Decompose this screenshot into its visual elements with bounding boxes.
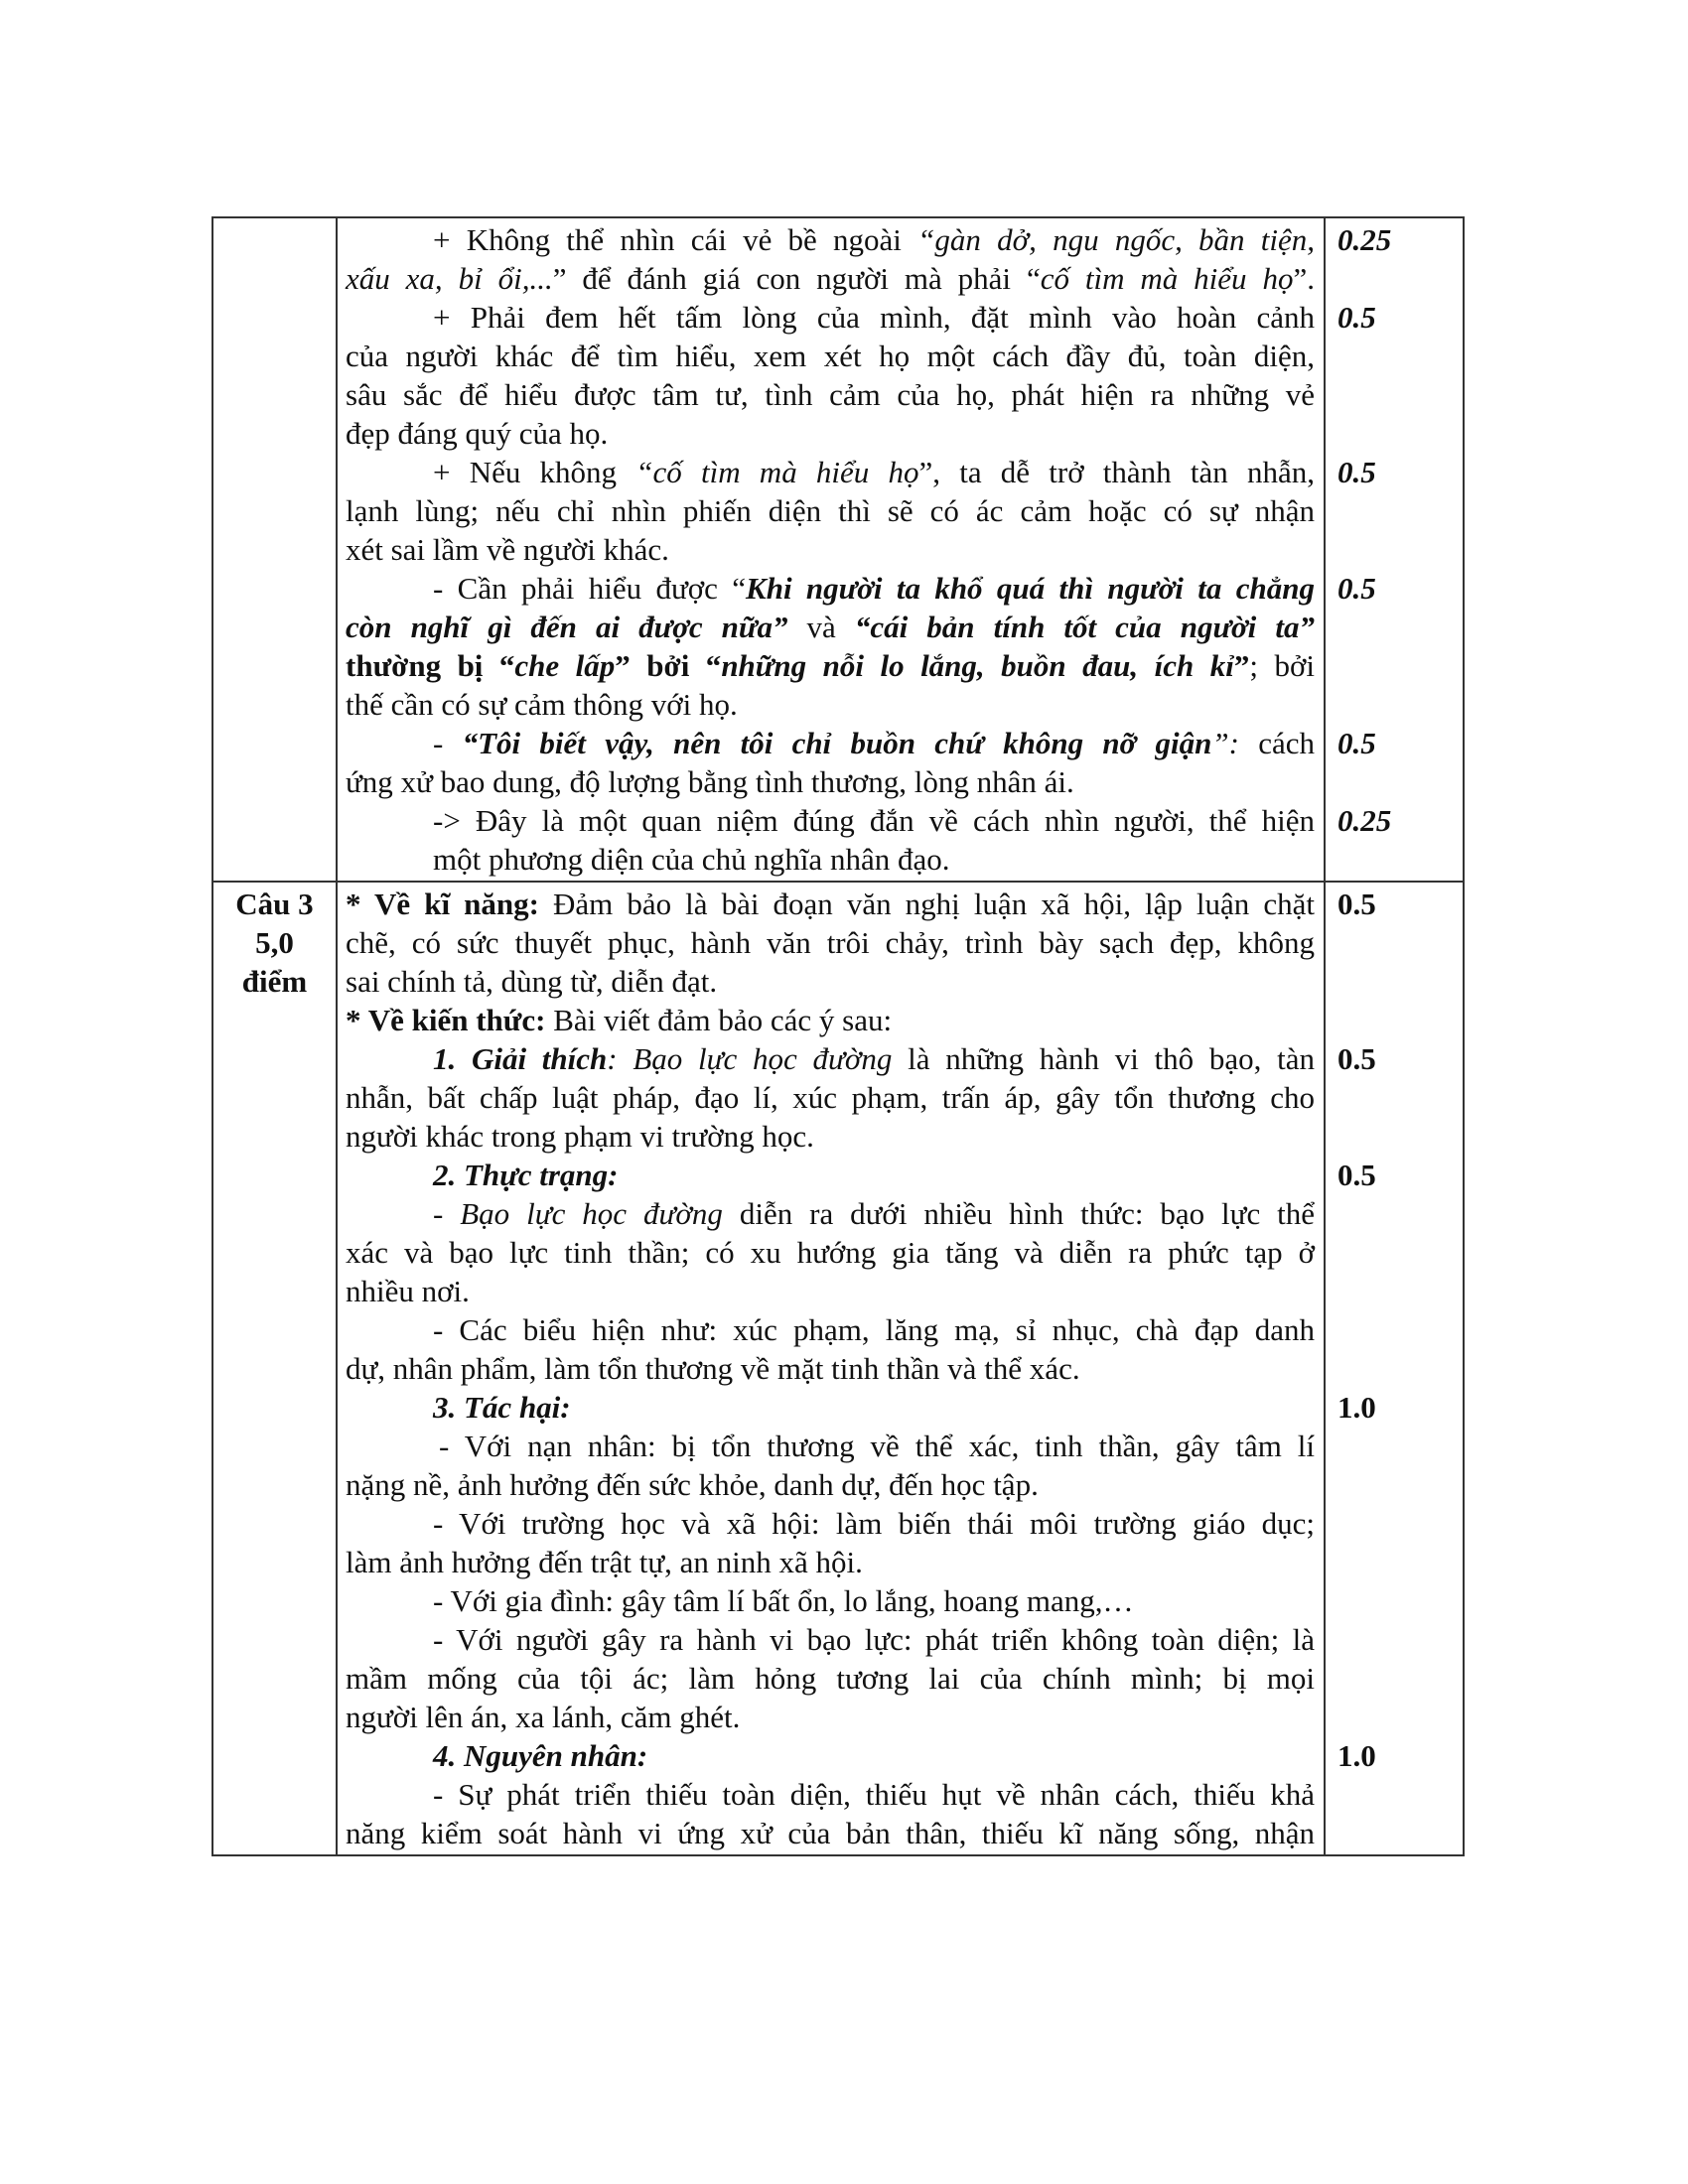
text-line bbox=[346, 1775, 1315, 1814]
text-line bbox=[346, 220, 1315, 259]
text-run: - bbox=[433, 726, 463, 760]
score-value: 0.5 bbox=[1337, 1041, 1376, 1076]
text-line bbox=[346, 414, 1315, 453]
text-run: ” để đánh giá con người mà phải “ bbox=[552, 261, 1041, 296]
text-line bbox=[346, 1543, 1315, 1581]
text-run: Khi người ta khổ quá thì người ta chẳng bbox=[746, 571, 1315, 606]
text-line bbox=[346, 885, 1315, 923]
table-row bbox=[212, 882, 1464, 1855]
text-run: - bbox=[433, 1196, 461, 1231]
text-line bbox=[346, 1388, 1315, 1427]
text-run: - Với gia đình: gây tâm lí bất ổn, lo lắng, hoang mang,… bbox=[433, 1583, 1134, 1618]
text-line bbox=[346, 1620, 1315, 1659]
text-line bbox=[346, 569, 1315, 608]
text-line bbox=[346, 762, 1315, 801]
text-run: còn nghĩ gì đến ai được nữa” bbox=[346, 610, 788, 644]
text-run: xấu xa, bỉ ổi,... bbox=[346, 261, 553, 296]
text-run: “cái bản tính tốt của người ta” bbox=[854, 610, 1315, 644]
question-cell bbox=[212, 882, 337, 1855]
text-line bbox=[346, 1349, 1315, 1388]
text-run: -> Đây là một quan niệm đúng đắn về cách nhìn người, thể hiện bbox=[433, 803, 1315, 838]
question-cell-empty bbox=[212, 217, 337, 882]
text-run: + Phải đem hết tấm lòng của mình, đặt mình vào hoàn cảnh bbox=[433, 300, 1315, 335]
text-line bbox=[346, 1156, 1315, 1194]
text-line bbox=[346, 646, 1315, 685]
text-run: + Nếu không bbox=[433, 455, 636, 489]
text-run: người khác trong phạm vi trường học. bbox=[346, 1119, 814, 1154]
score-column-part1 bbox=[1325, 217, 1464, 882]
text-line bbox=[346, 1581, 1315, 1620]
text-line bbox=[346, 1272, 1315, 1310]
text-run: Bạo lực học đường bbox=[633, 1041, 893, 1076]
text-run: người lên án, xa lánh, căm ghét. bbox=[346, 1700, 741, 1734]
text-run: Đảm bảo là bài đoạn văn nghị luận xã hội, lập luận chặt bbox=[538, 887, 1316, 921]
score-value: 1.0 bbox=[1337, 1390, 1376, 1425]
text-run: ”: bbox=[1211, 726, 1259, 760]
text-run: - Các biểu hiện như: xúc phạm, lăng mạ, sỉ nhục, chà đạp danh bbox=[433, 1312, 1315, 1347]
text-run: 2. Thực trạng: bbox=[433, 1158, 619, 1192]
text-run: cách bbox=[1258, 726, 1315, 760]
text-run: là những hành vi thô bạo, tàn bbox=[892, 1041, 1315, 1076]
text-line bbox=[346, 337, 1315, 375]
text-run: * Về kĩ năng: bbox=[346, 887, 539, 921]
text-line bbox=[346, 1039, 1315, 1078]
text-run: Bạo lực học đường bbox=[460, 1196, 723, 1231]
text-line bbox=[346, 1310, 1315, 1349]
text-run: sai chính tả, dùng từ, diễn đạt. bbox=[346, 964, 718, 999]
score-value: 0.5 bbox=[1337, 726, 1376, 760]
text-run: 3. Tác hại: bbox=[433, 1390, 571, 1425]
text-line bbox=[346, 801, 1315, 840]
text-run: xét sai lầm về người khác. bbox=[346, 532, 669, 567]
text-line bbox=[346, 724, 1315, 762]
text-run: 4. Nguyên nhân: bbox=[433, 1738, 648, 1773]
text-run: làm ảnh hưởng đến trật tự, an ninh xã hội. bbox=[346, 1545, 863, 1579]
text-run: thường bị “ bbox=[346, 648, 515, 683]
score-value: 0.25 bbox=[1337, 803, 1392, 838]
text-line bbox=[346, 1001, 1315, 1039]
text-run: đẹp đáng quý của họ. bbox=[346, 416, 609, 451]
text-run: chẽ, có sức thuyết phục, hành văn trôi chảy, trình bày sạch đẹp, không bbox=[346, 925, 1315, 960]
text-run: ” bbox=[1233, 648, 1250, 683]
text-line bbox=[346, 1194, 1315, 1233]
text-run: che lấp bbox=[514, 648, 616, 683]
text-line bbox=[346, 1698, 1315, 1736]
text-run: “Tôi biết vậy, nên tôi chỉ buồn chứ không nỡ giận bbox=[462, 726, 1212, 760]
text-line bbox=[346, 840, 1315, 879]
score-value: 1.0 bbox=[1337, 1738, 1376, 1773]
text-run: + Không thể nhìn cái vẻ bề ngoài bbox=[433, 222, 918, 257]
text-run: ” bởi “ bbox=[615, 648, 722, 683]
text-line bbox=[346, 453, 1315, 491]
text-run: cố tìm mà hiểu họ bbox=[1040, 261, 1294, 296]
answer-content-part1 bbox=[337, 217, 1325, 882]
text-run: mầm mống của tội ác; làm hỏng tương lai của chính mình; bị mọi bbox=[346, 1661, 1315, 1696]
score-value: 0.5 bbox=[1337, 1158, 1376, 1192]
text-run: nặng nề, ảnh hưởng đến sức khỏe, danh dự, đến học tập. bbox=[346, 1467, 1039, 1502]
score-value: 0.5 bbox=[1337, 571, 1376, 606]
text-line bbox=[346, 298, 1315, 337]
text-run: “gàn dở, ngu ngốc, bần tiện, bbox=[917, 222, 1315, 257]
text-run: một phương diện của chủ nghĩa nhân đạo. bbox=[433, 842, 950, 877]
text-run: lạnh lùng; nếu chỉ nhìn phiến diện thì sẽ có ác cảm hoặc có sự nhận bbox=[346, 493, 1315, 528]
text-line bbox=[346, 1427, 1315, 1465]
text-run: - Với nạn nhân: bị tổn thương về thể xác, tinh thần, gây tâm lí bbox=[439, 1429, 1315, 1463]
text-line bbox=[346, 923, 1315, 962]
text-line bbox=[346, 491, 1315, 530]
text-run: ”, ta dễ trở thành tàn nhẫn, bbox=[918, 455, 1315, 489]
text-line bbox=[346, 1814, 1315, 1852]
score-value: 0.5 bbox=[1337, 887, 1376, 921]
text-run: xác và bạo lực tinh thần; có xu hướng gia tăng và diễn ra phức tạp ở bbox=[346, 1235, 1315, 1270]
text-run: * Về kiến thức: bbox=[346, 1003, 546, 1037]
text-line bbox=[346, 1117, 1315, 1156]
text-run: thế cần có sự cảm thông với họ. bbox=[346, 687, 738, 722]
score-value: 0.5 bbox=[1337, 300, 1376, 335]
text-line bbox=[346, 1078, 1315, 1117]
text-line bbox=[346, 375, 1315, 414]
text-line bbox=[346, 1659, 1315, 1698]
question-points: 5,0 bbox=[255, 925, 294, 960]
answer-content-part2 bbox=[337, 882, 1325, 1855]
text-run: 1. Giải thích bbox=[433, 1041, 608, 1076]
text-line bbox=[346, 608, 1315, 646]
text-run: Bài viết đảm bảo các ý sau: bbox=[545, 1003, 893, 1037]
question-unit: điểm bbox=[241, 964, 308, 999]
text-run: sâu sắc để hiểu được tâm tư, tình cảm của họ, phát hiện ra những vẻ bbox=[346, 377, 1315, 412]
text-line bbox=[346, 530, 1315, 569]
text-run: : bbox=[607, 1041, 633, 1076]
text-run: - Sự phát triển thiếu toàn diện, thiếu hụt về nhân cách, thiếu khả bbox=[433, 1777, 1315, 1812]
score-column-part2 bbox=[1325, 882, 1464, 1855]
text-line bbox=[346, 1504, 1315, 1543]
text-run: ”. bbox=[1293, 261, 1315, 296]
score-value: 0.5 bbox=[1337, 455, 1376, 489]
text-run: diễn ra dưới nhiều hình thức: bạo lực thể bbox=[722, 1196, 1315, 1231]
text-line bbox=[346, 1465, 1315, 1504]
question-label: Câu 3 bbox=[235, 887, 314, 921]
text-run: - Với người gây ra hành vi bạo lực: phát triển không toàn diện; là bbox=[433, 1622, 1315, 1657]
text-run: “cố tìm mà hiểu họ bbox=[635, 455, 919, 489]
text-run: của người khác để tìm hiểu, xem xét họ một cách đầy đủ, toàn diện, bbox=[346, 339, 1315, 373]
text-run: năng kiểm soát hành vi ứng xử của bản thân, thiếu kĩ năng sống, nhận bbox=[346, 1816, 1315, 1850]
text-line bbox=[346, 259, 1315, 298]
score-value: 0.25 bbox=[1337, 222, 1392, 257]
text-line bbox=[346, 1736, 1315, 1775]
text-line bbox=[346, 962, 1315, 1001]
text-run: ứng xử bao dung, độ lượng bằng tình thương, lòng nhân ái. bbox=[346, 764, 1074, 799]
text-run: - Cần phải hiểu được “ bbox=[433, 571, 747, 606]
table-row bbox=[212, 217, 1464, 882]
text-line bbox=[346, 685, 1315, 724]
text-run: dự, nhân phẩm, làm tổn thương về mặt tinh thần và thể xác. bbox=[346, 1351, 1080, 1386]
text-run: và bbox=[787, 610, 855, 644]
text-run: ; bởi bbox=[1249, 648, 1315, 683]
text-run: những nỗi lo lắng, buồn đau, ích kỉ bbox=[721, 648, 1234, 683]
answer-table bbox=[211, 216, 1465, 1856]
text-run: nhiều nơi. bbox=[346, 1274, 470, 1308]
text-line bbox=[346, 1233, 1315, 1272]
text-run: nhẫn, bất chấp luật pháp, đạo lí, xúc phạm, trấn áp, gây tổn thương cho bbox=[346, 1080, 1315, 1115]
text-run: - Với trường học và xã hội: làm biến thái môi trường giáo dục; bbox=[433, 1506, 1315, 1541]
